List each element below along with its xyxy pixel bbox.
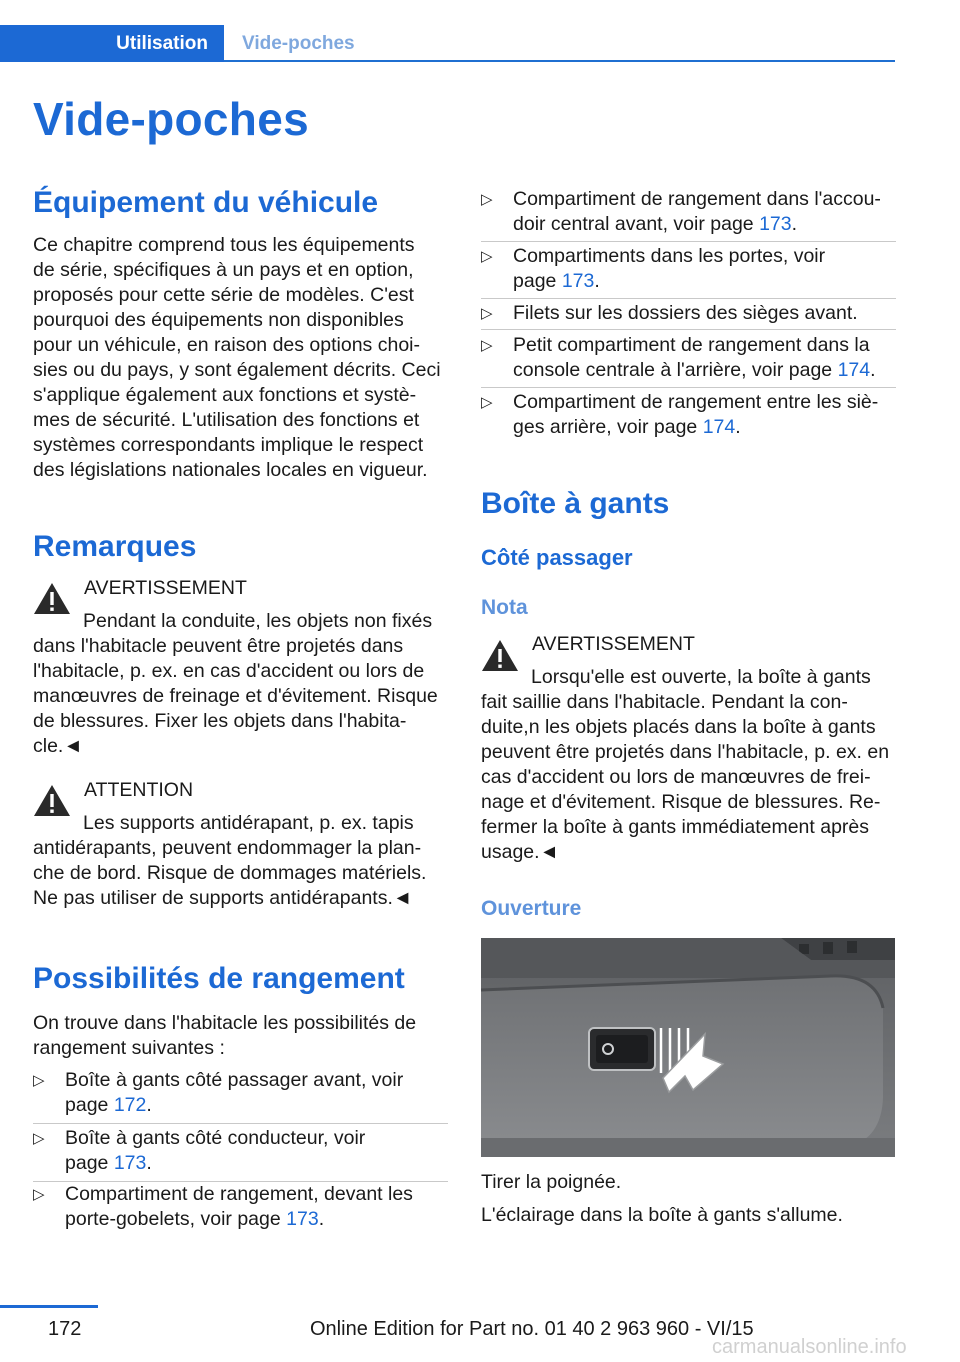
divider <box>481 387 896 388</box>
tab-vide-poches[interactable]: Vide-poches <box>242 33 355 54</box>
page-title: Vide-poches <box>33 93 309 145</box>
bullet-triangle-icon: ▷ <box>481 305 493 322</box>
page-number: 172 <box>48 1318 82 1340</box>
page-link[interactable]: 173 <box>286 1208 319 1230</box>
possibilites-paragraph: On trouve dans l'habitacle les possibilités de rangement suivantes : <box>33 1012 417 1059</box>
heading-equipement: Équipement du véhicule <box>33 186 379 219</box>
page-link[interactable]: 173 <box>113 1152 147 1174</box>
divider <box>481 298 896 299</box>
page-link[interactable]: 174 <box>702 416 736 438</box>
divider <box>481 329 896 330</box>
warning-label: AVERTISSEMENT <box>532 633 695 655</box>
warning-text-1: Pendant la conduite, les objets non fixés dans l'habitacle peuvent être projetés dans l'habitacle, p. ex. en cas d'accident ou lors de manœuvres de freinage et d'évitement. Risque de blessures. Fixer les objets dans l'habita‐ cle.◄ <box>33 610 438 757</box>
page-link[interactable]: 172 <box>113 1094 147 1116</box>
warning-label: AVERTISSEMENT <box>84 577 247 599</box>
watermark: carmanualsonline.info <box>712 1336 907 1358</box>
opening-instructions: Tirer la poignée. L'éclairage dans la boîte à gants s'allume. <box>481 1171 843 1226</box>
tab-utilisation[interactable]: Utilisation <box>0 25 224 62</box>
heading-remarques: Remarques <box>33 530 197 563</box>
divider <box>481 241 896 242</box>
heading-nota: Nota <box>481 596 528 619</box>
page-link[interactable]: 173 <box>561 270 595 292</box>
page-link[interactable]: 173 <box>759 213 792 235</box>
bullet-triangle-icon: ▷ <box>481 191 493 208</box>
heading-boite-a-gants: Boîte à gants <box>481 487 670 520</box>
warning-text-2: Les supports antidérapant, p. ex. tapis antidérapants, peuvent endommager la plan‐ che de bord. Risque de dommages matériels. Ne pas utiliser de supports antidérapants.◄ <box>33 812 427 909</box>
heading-ouverture: Ouverture <box>481 897 582 920</box>
attention-label: ATTENTION <box>84 779 194 801</box>
bullet-triangle-icon: ▷ <box>481 337 493 354</box>
glovebox-photo <box>481 938 895 1157</box>
header-bar <box>0 25 895 62</box>
bullet-triangle-icon: ▷ <box>33 1130 45 1147</box>
footer-accent-line <box>0 1305 98 1308</box>
warning-text-glovebox: Lorsqu'elle est ouverte, la boîte à gants fait saillie dans l'habitacle. Pendant la con‐ duite,n les objets placés dans la boîte à gants peuvent être projetés dans l'habitacle, p. ex. en cas d'accident ou lors de manœuvres de frei‐ nage et d'évitement. Risque de blessures. Re‐ fermer la boîte à gants immédiatement après usage.◄ <box>481 666 890 863</box>
edition-text: Online Edition for Part no. 01 40 2 963 960 - VI/15 <box>310 1318 754 1340</box>
glovebox-illustration <box>481 938 895 1157</box>
page-link[interactable]: 174 <box>837 359 871 381</box>
bullet-triangle-icon: ▷ <box>481 248 493 265</box>
bullet-triangle-icon: ▷ <box>481 394 493 411</box>
heading-possibilites: Possibilités de rangement <box>33 962 405 995</box>
divider <box>33 1123 448 1124</box>
bullet-triangle-icon: ▷ <box>33 1072 45 1089</box>
equipement-paragraph: Ce chapitre comprend tous les équipements de série, spécifiques à un pays et en option, proposés pour cette série de modèles. C'est pourquoi des équipements non disponibles pour un véhicule, en raison des options choi‐ sies ou du pays, y sont également décrits. Ceci s'applique également aux fonctions et systè‐ mes de sécurité. L'utilisation des fonctions et systèmes correspondants implique le respect des législations nationales locales en vigueur. <box>33 234 441 481</box>
heading-cote-passager: Côté passager <box>481 545 633 570</box>
bullet-triangle-icon: ▷ <box>33 1186 45 1203</box>
